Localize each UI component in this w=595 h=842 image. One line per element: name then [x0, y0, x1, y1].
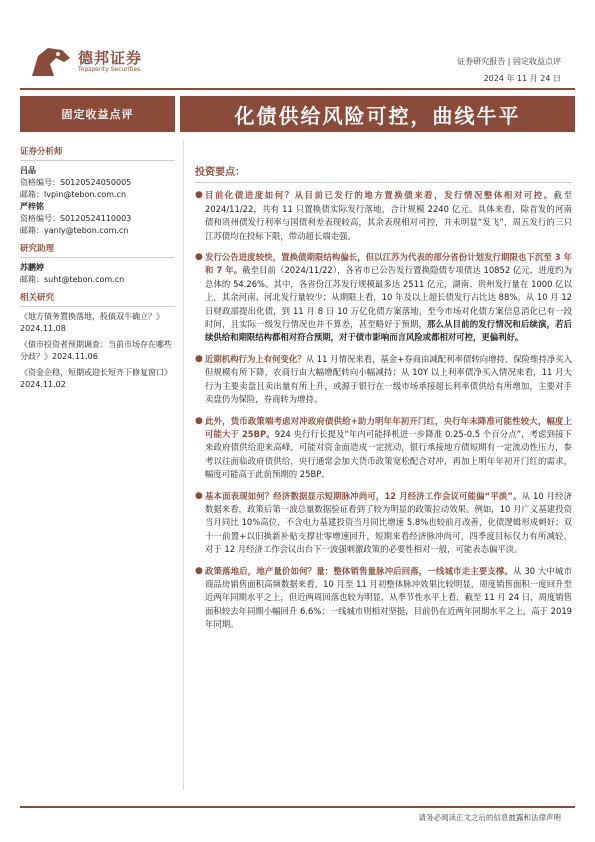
main-content — [195, 160, 572, 640]
logo — [28, 44, 178, 80]
key-point-lead: 近期机构行为上有何变化？ — [205, 353, 306, 364]
analyst-name: 吕品 — [20, 166, 36, 175]
analyst-cert: 资格编号：S0120524110003 — [20, 214, 132, 223]
key-point-body: 截至目前（2024/11/22），各省市已公告发行置换隐债专项债达 10852 亿元，进度约为总体的 54.26%。其中，各省份江苏发行规模最多达 2511 亿元，湖南、贵州发行量在 1000 亿以上，其余河南、河北发行量较少；从期限上看，10 年及以上超长债发行占比达 88%。从 10 月 12 日财政部提出化债，到 11 月 8 日 10 万亿化债方案落地，至今市场对化债方案信息消化已有一段时间，且实际一级发行情况也并不算差，甚至略好于预期， — [205, 265, 572, 330]
brand-logo-icon — [28, 44, 74, 80]
page-title: 化债供给风险可控，曲线牛平 — [180, 96, 575, 132]
key-point-body: 从 30 大中城市商品房销售面积高频数据来看，10 月至 11 月初整体脉冲效果比较明显，周度销售面积一度回升至近两年同期水平之上，但近两周回落也较为明显，从季节性水平上看，截至 11 月 24 日，周度销售面积较去年同期小幅回升 6.6%；一线城市则相对坚挺，目前仍在近两年同期水平之上，高于 2019 年同期。 — [205, 565, 572, 630]
assistant-heading: 研究助理 — [20, 243, 175, 258]
analyst-name: 严梓铭 — [20, 202, 44, 211]
key-point — [195, 415, 572, 482]
logo-name: 德邦证券 — [78, 49, 143, 67]
bullet-icon: ● — [195, 415, 203, 426]
footer-divider — [20, 806, 575, 808]
key-point-lead: 基本面表现如何？经济数据显示短期脉冲尚可，12 月经济工作会议可能偏“平淡”。 — [205, 490, 522, 501]
bullet-icon: ● — [195, 565, 203, 576]
key-point-conclusion: 那么从目前的发行情况和后续演，若后续供给和期限结构都相对符合预期，对于债市影响而言风险或都相对可控，更偏利好。 — [205, 319, 573, 343]
sidebar — [20, 140, 175, 395]
analyst-email[interactable]: 邮箱：lvpin@tebon.com.cn — [20, 190, 127, 199]
assistant-email[interactable]: 邮箱：suht@tebon.com.cn — [20, 275, 125, 284]
bullet-icon: ● — [195, 490, 203, 501]
assistant-name: 苏鹏婷 — [20, 263, 44, 272]
key-point-lead: 政策落地后，地产量价如何？量：整体销售量脉冲后回落，一线城市走主要支撑。 — [205, 565, 514, 576]
related-report-link[interactable]: 《资金企稳，短期或迎长短齐下修复窗口》2024.11.02 — [20, 368, 172, 389]
key-point-lead: 此外，货币政策端考虑对冲政府债供给+助力明年年初开门红，央行年末降准可能性较大，幅度上可能大于 25BP。 — [205, 415, 572, 439]
key-point-body: 924 央行行长提及“年内可能择机进一步降准 0.25-0.5 个百分点”，考虑到接下来政府债供给迎来高峰，可能对资金面造成一定扰动，银行承接地方债短期有一定流动性压力，参考以往面临政府债供给，央行通常会加大货币政策宽松配合对冲，再加上明年年初开门红的需求，幅度可能高于此前预期的 25BP。 — [205, 428, 573, 480]
key-point — [195, 565, 572, 632]
analyst-cert: 资格编号：S0120524050005 — [20, 178, 132, 187]
key-point-body: 截至 2024/11/22，共有 11 只置换债实际发行落地，合计规模 2240 亿元。具体来看，除首发的河南债和贵州债发行利率与国债利差表现较高，其余表现相对可控，并未明显“发飞”，周五发行的三只江苏债均在投标下限，带动超长端走强。 — [205, 190, 573, 241]
bullet-icon: ● — [195, 353, 203, 364]
related-report-link[interactable]: 《债市投资者预期调查：当前市场存在哪些分歧？》2024.11.06 — [20, 340, 172, 361]
analyst-email[interactable]: 邮箱：yanly@tebon.com.cn — [20, 226, 129, 235]
key-point-lead: 发行公告进度较快，置换债期限结构偏长，但以江苏为代表的部分省份计划发行期限也下沉至 3 年和 7 年。 — [205, 252, 572, 276]
disclaimer-footer: 请务必阅读正文之后的信息披露和法律声明 — [418, 813, 561, 822]
report-type: 证券研究报告 | 固定收益点评 — [457, 57, 561, 66]
analyst-heading: 证券分析师 — [20, 146, 175, 161]
key-point-lead: 目前化债进度如何？从目前已发行的地方置换债来看，发行情况整体相对可控。 — [205, 190, 554, 201]
key-point — [195, 353, 572, 407]
column-divider — [183, 140, 184, 790]
related-report-link[interactable]: 《地方债务置换落地，股债双牛确立？》2024.11.08 — [20, 312, 164, 333]
bullet-icon: ● — [195, 252, 203, 263]
top-divider — [20, 88, 575, 90]
key-points-heading: 投资要点： — [195, 166, 572, 183]
key-point — [195, 490, 572, 557]
bullet-icon: ● — [195, 190, 203, 201]
key-point-body: 从 10 月经济数据来看，政策后第一波总量数据验证看到了较为明显的政策拉动效果。例如，10 月广义基建投资当月同比 10%高位，不含电力基建投资当月同比增速 5.8%也较前月改善，化债逻辑形成刺好；双十一前置+以旧换新补贴支撑社零增速回升，短期来看经济脉冲尚可，四季度目标仅力有所减轻，对于 12 月经济工作会议出台下一波强刺激政策的必要性相对一般，可能表态偏平淡。 — [205, 490, 573, 555]
related-heading: 相关研究 — [20, 292, 175, 307]
logo-english: Topsperity Securities — [78, 66, 141, 73]
key-point — [195, 251, 572, 345]
report-date: 2024 年 11 月 24 日 — [483, 74, 561, 83]
key-point-body: 从 11 月情况来看，基金+券商由减配利率债转向增持，保险维持净买入但规模有所下降，农商行由大幅增配转向小幅减持；从 10Y 以上利率债净买入情况来看，11 月大行为主要卖盘且卖出量有所上升，或源于银行在一级市场承接超长利率债供给有所增加，主要对手卖盘仍为保险，券商转为增持。 — [205, 353, 573, 405]
key-point — [195, 189, 572, 243]
category-band: 固定收益点评 — [20, 96, 175, 132]
